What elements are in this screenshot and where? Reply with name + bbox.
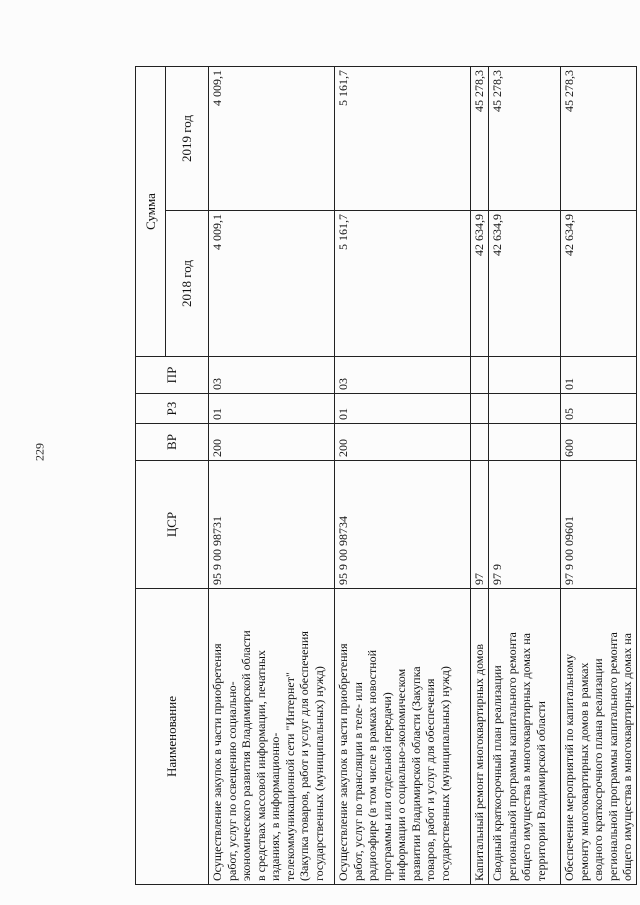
table-row <box>489 67 561 885</box>
row-pr <box>489 357 561 394</box>
header-2019: 2019 год <box>166 67 209 211</box>
row-2019: 4 009,1 <box>209 67 335 211</box>
row-csr: 95 9 00 98731 <box>209 461 335 589</box>
row-vr <box>471 424 489 461</box>
page-number: 229 <box>32 443 47 461</box>
row-pr: 03 <box>209 357 335 394</box>
row-2019: 5 161,7 <box>335 67 471 211</box>
row-pr: 03 <box>335 357 471 394</box>
row-rz <box>489 394 561 424</box>
header-rz: РЗ <box>136 394 209 424</box>
row-2018: 42 634,9 <box>561 211 637 357</box>
rotated-budget-table <box>135 67 634 885</box>
header-2018: 2018 год <box>166 211 209 357</box>
row-2018: 5 161,7 <box>335 211 471 357</box>
row-csr: 97 9 00 09601 <box>561 461 637 589</box>
header-vr: ВР <box>136 424 209 461</box>
row-name: Сводный краткосрочный план реализации региональной программы капитального ремонта общего имущества в многоквартирных домах на территории Владимирской области <box>489 589 561 885</box>
row-2018: 42 634,9 <box>489 211 561 357</box>
row-2018: 42 634,9 <box>471 211 489 357</box>
budget-table <box>135 66 637 885</box>
table-row <box>209 67 335 885</box>
row-pr <box>471 357 489 394</box>
row-pr: 01 <box>561 357 637 394</box>
row-rz: 01 <box>209 394 335 424</box>
row-csr: 97 9 <box>489 461 561 589</box>
row-name: Осуществление закупок в части приобретения работ, услуг по трансляции в теле- или радиоэфире (в том числе в рамках новостной программы или отдельной передачи) информации о социально-экономическом развитии Владимирской области (Закупка товаров, работ и услуг для обеспечения государственных (муниципальных) нужд) <box>335 589 471 885</box>
header-name: Наименование <box>136 589 209 885</box>
row-name: Капитальный ремонт многоквартирных домов <box>471 589 489 885</box>
row-vr: 600 <box>561 424 637 461</box>
row-2019: 45 278,3 <box>561 67 637 211</box>
row-name: Обеспечение мероприятий по капитальному ремонту многоквартирных домов в рамках сводного краткосрочного плана реализации региональной программы капитального ремонта общего имущества в многоквартирных домах на <box>561 589 637 885</box>
row-csr: 95 9 00 98734 <box>335 461 471 589</box>
row-2018: 4 009,1 <box>209 211 335 357</box>
header-sum: Сумма <box>136 67 166 357</box>
table-row <box>335 67 471 885</box>
row-2019: 45 278,3 <box>471 67 489 211</box>
row-vr <box>489 424 561 461</box>
header-pr: ПР <box>136 357 209 394</box>
header-row-top <box>136 67 166 885</box>
row-rz <box>471 394 489 424</box>
row-name: Осуществление закупок в части приобретения работ, услуг по освещению социально- экономического развития Владимирской области в средствах массовой информации, печатных изданиях, в информационно- телекоммуникационной сети "Интернет" (Закупка товаров, работ и услуг для обеспечения государственных (муниципальных) нужд) <box>209 589 335 885</box>
table-row <box>561 67 637 885</box>
row-csr: 97 <box>471 461 489 589</box>
row-2019: 45 278,3 <box>489 67 561 211</box>
row-vr: 200 <box>335 424 471 461</box>
row-vr: 200 <box>209 424 335 461</box>
row-rz: 05 <box>561 394 637 424</box>
table-row <box>471 67 489 885</box>
header-csr: ЦСР <box>136 461 209 589</box>
row-rz: 01 <box>335 394 471 424</box>
